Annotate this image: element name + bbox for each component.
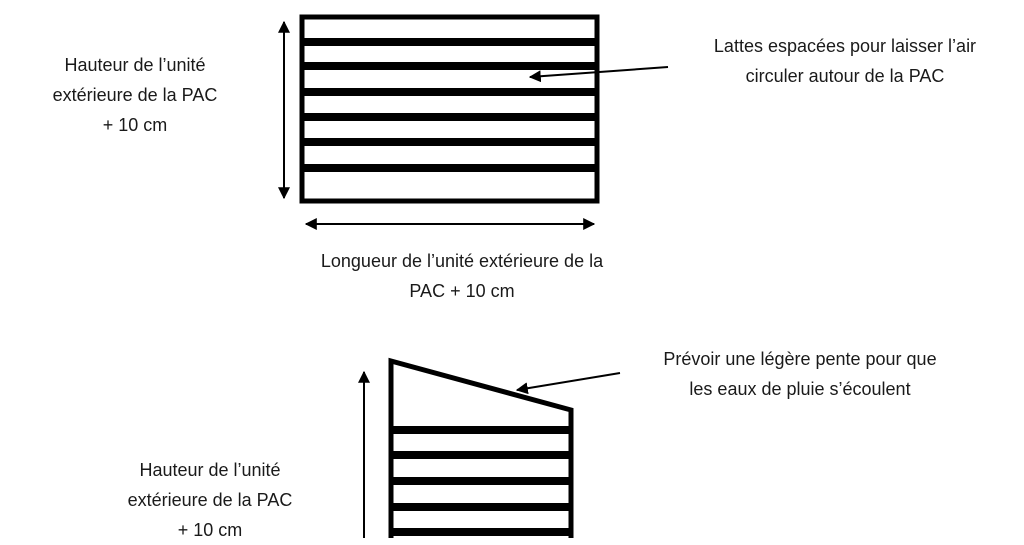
top-length-label bbox=[262, 246, 662, 306]
top-height-label-line: Hauteur de l’unité bbox=[64, 55, 206, 75]
bottom-height-label-line: Hauteur de l’unité bbox=[139, 460, 281, 480]
top-height-label bbox=[20, 50, 250, 140]
slats-label-line: Lattes espacées pour laisser l’air bbox=[713, 36, 977, 56]
slats-label-line: circuler autour de la PAC bbox=[745, 66, 945, 86]
slope-label-line: les eaux de pluie s’écoulent bbox=[689, 379, 911, 399]
top-length-label-line: Longueur de l’unité extérieure de la bbox=[320, 251, 604, 271]
bottom-height-label-line: extérieure de la PAC bbox=[127, 490, 293, 510]
bottom-slats bbox=[391, 426, 571, 536]
slats-label bbox=[675, 31, 1015, 91]
top-height-label-line: extérieure de la PAC bbox=[52, 85, 218, 105]
top-length-label-line: PAC + 10 cm bbox=[409, 281, 515, 301]
bottom-height-label bbox=[95, 455, 325, 545]
bottom-enclosure bbox=[391, 361, 571, 538]
top-enclosure bbox=[302, 17, 597, 201]
top-height-label-line: + 10 cm bbox=[102, 115, 168, 135]
slope-pointer-arrow bbox=[517, 373, 620, 390]
slope-label bbox=[620, 344, 980, 404]
bottom-height-label-line: + 10 cm bbox=[177, 520, 243, 540]
top-slats bbox=[302, 38, 597, 172]
slope-label-line: Prévoir une légère pente pour que bbox=[663, 349, 937, 369]
